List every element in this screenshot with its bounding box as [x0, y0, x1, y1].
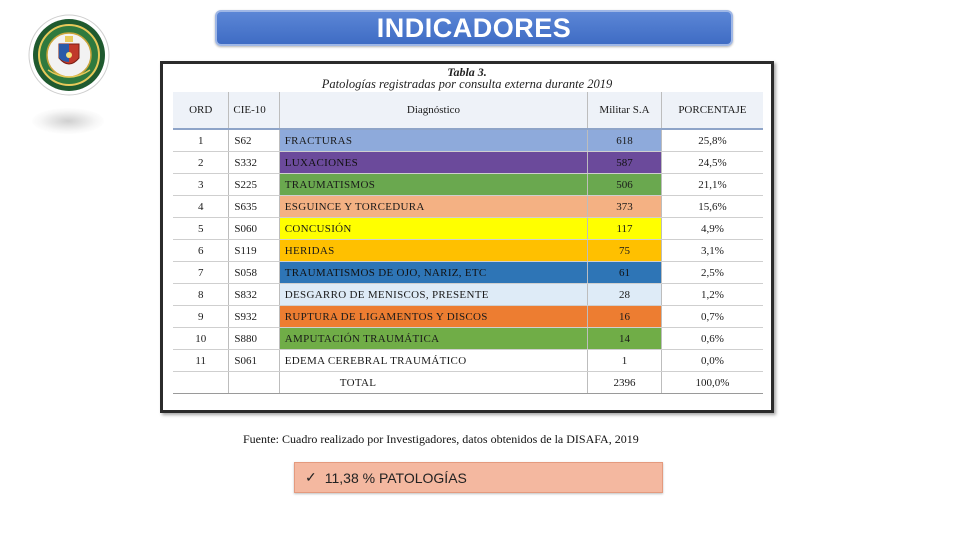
table-caption-number: Tabla 3.	[447, 65, 487, 79]
row-diagnostico: ESGUINCE Y TORCEDURA	[279, 196, 587, 218]
page-title: INDICADORES	[376, 12, 572, 43]
row-diagnostico: AMPUTACIÓN TRAUMÁTICA	[279, 328, 587, 350]
table-body	[173, 129, 763, 394]
total-label: TOTAL	[279, 372, 587, 394]
row-militar-count: 618	[588, 129, 662, 152]
row-ord: 7	[173, 262, 229, 284]
row-cie-code: S058	[229, 262, 279, 284]
pathology-table	[173, 92, 763, 394]
table-row	[173, 240, 763, 262]
table-row	[173, 262, 763, 284]
row-diagnostico: DESGARRO DE MENISCOS, PRESENTE	[279, 284, 587, 306]
row-diagnostico: TRAUMATISMOS	[279, 174, 587, 196]
row-ord: 4	[173, 196, 229, 218]
header-ord: ORD	[173, 92, 229, 129]
row-porcentaje: 3,1%	[661, 240, 763, 262]
row-militar-count: 75	[588, 240, 662, 262]
table-row	[173, 328, 763, 350]
table-row	[173, 350, 763, 372]
table-row	[173, 152, 763, 174]
row-diagnostico: TRAUMATISMOS DE OJO, NARIZ, ETC	[279, 262, 587, 284]
row-porcentaje: 4,9%	[661, 218, 763, 240]
row-militar-count: 1	[588, 350, 662, 372]
header-porcentaje: PORCENTAJE	[661, 92, 763, 129]
row-cie-code: S62	[229, 129, 279, 152]
row-ord: 1	[173, 129, 229, 152]
row-porcentaje: 25,8%	[661, 129, 763, 152]
row-cie-code: S225	[229, 174, 279, 196]
row-militar-count: 16	[588, 306, 662, 328]
table-row	[173, 218, 763, 240]
row-militar-count: 506	[588, 174, 662, 196]
table-row	[173, 284, 763, 306]
header-cie: CIE-10	[229, 92, 279, 129]
summary-callout	[294, 462, 663, 493]
institution-seal-icon	[28, 14, 110, 96]
table-header-row	[173, 92, 763, 129]
row-cie-code: S119	[229, 240, 279, 262]
table-row	[173, 306, 763, 328]
table-caption-title: Patologías registradas por consulta externa durante 2019	[321, 77, 613, 91]
row-cie-code: S061	[229, 350, 279, 372]
row-militar-count: 373	[588, 196, 662, 218]
row-porcentaje: 15,6%	[661, 196, 763, 218]
row-militar-count: 61	[588, 262, 662, 284]
table-row	[173, 129, 763, 152]
header-militar: Militar S.A	[588, 92, 662, 129]
table-figure	[160, 61, 774, 413]
row-ord: 9	[173, 306, 229, 328]
row-cie-code: S332	[229, 152, 279, 174]
row-porcentaje: 2,5%	[661, 262, 763, 284]
row-ord: 3	[173, 174, 229, 196]
row-porcentaje: 1,2%	[661, 284, 763, 306]
row-porcentaje: 0,0%	[661, 350, 763, 372]
row-porcentaje: 0,6%	[661, 328, 763, 350]
row-militar-count: 14	[588, 328, 662, 350]
row-cie-code: S832	[229, 284, 279, 306]
row-militar-count: 587	[588, 152, 662, 174]
logo-shadow	[32, 108, 104, 134]
table-total-row	[173, 372, 763, 394]
row-ord: 10	[173, 328, 229, 350]
row-ord: 11	[173, 350, 229, 372]
table-row	[173, 174, 763, 196]
row-diagnostico: CONCUSIÓN	[279, 218, 587, 240]
summary-callout-text: 11,38 % PATOLOGÍAS	[324, 469, 467, 486]
source-note: Fuente: Cuadro realizado por Investigadores, datos obtenidos de la DISAFA, 2019	[243, 432, 639, 446]
row-diagnostico: FRACTURAS	[279, 129, 587, 152]
row-ord: 8	[173, 284, 229, 306]
row-militar-count: 28	[588, 284, 662, 306]
row-cie-code: S060	[229, 218, 279, 240]
row-porcentaje: 21,1%	[661, 174, 763, 196]
row-militar-count: 117	[588, 218, 662, 240]
row-diagnostico: EDEMA CEREBRAL TRAUMÁTICO	[279, 350, 587, 372]
header-diagnostico: Diagnóstico	[279, 92, 587, 129]
row-ord: 5	[173, 218, 229, 240]
total-militar: 2396	[588, 372, 662, 394]
row-ord: 2	[173, 152, 229, 174]
title-banner	[215, 10, 733, 46]
row-diagnostico: LUXACIONES	[279, 152, 587, 174]
table-row	[173, 196, 763, 218]
row-cie-code: S932	[229, 306, 279, 328]
row-porcentaje: 24,5%	[661, 152, 763, 174]
row-ord: 6	[173, 240, 229, 262]
checkmark-icon: ✓	[305, 469, 317, 485]
row-diagnostico: RUPTURA DE LIGAMENTOS Y DISCOS	[279, 306, 587, 328]
row-cie-code: S635	[229, 196, 279, 218]
total-porcentaje: 100,0%	[661, 372, 763, 394]
row-cie-code: S880	[229, 328, 279, 350]
row-porcentaje: 0,7%	[661, 306, 763, 328]
row-diagnostico: HERIDAS	[279, 240, 587, 262]
